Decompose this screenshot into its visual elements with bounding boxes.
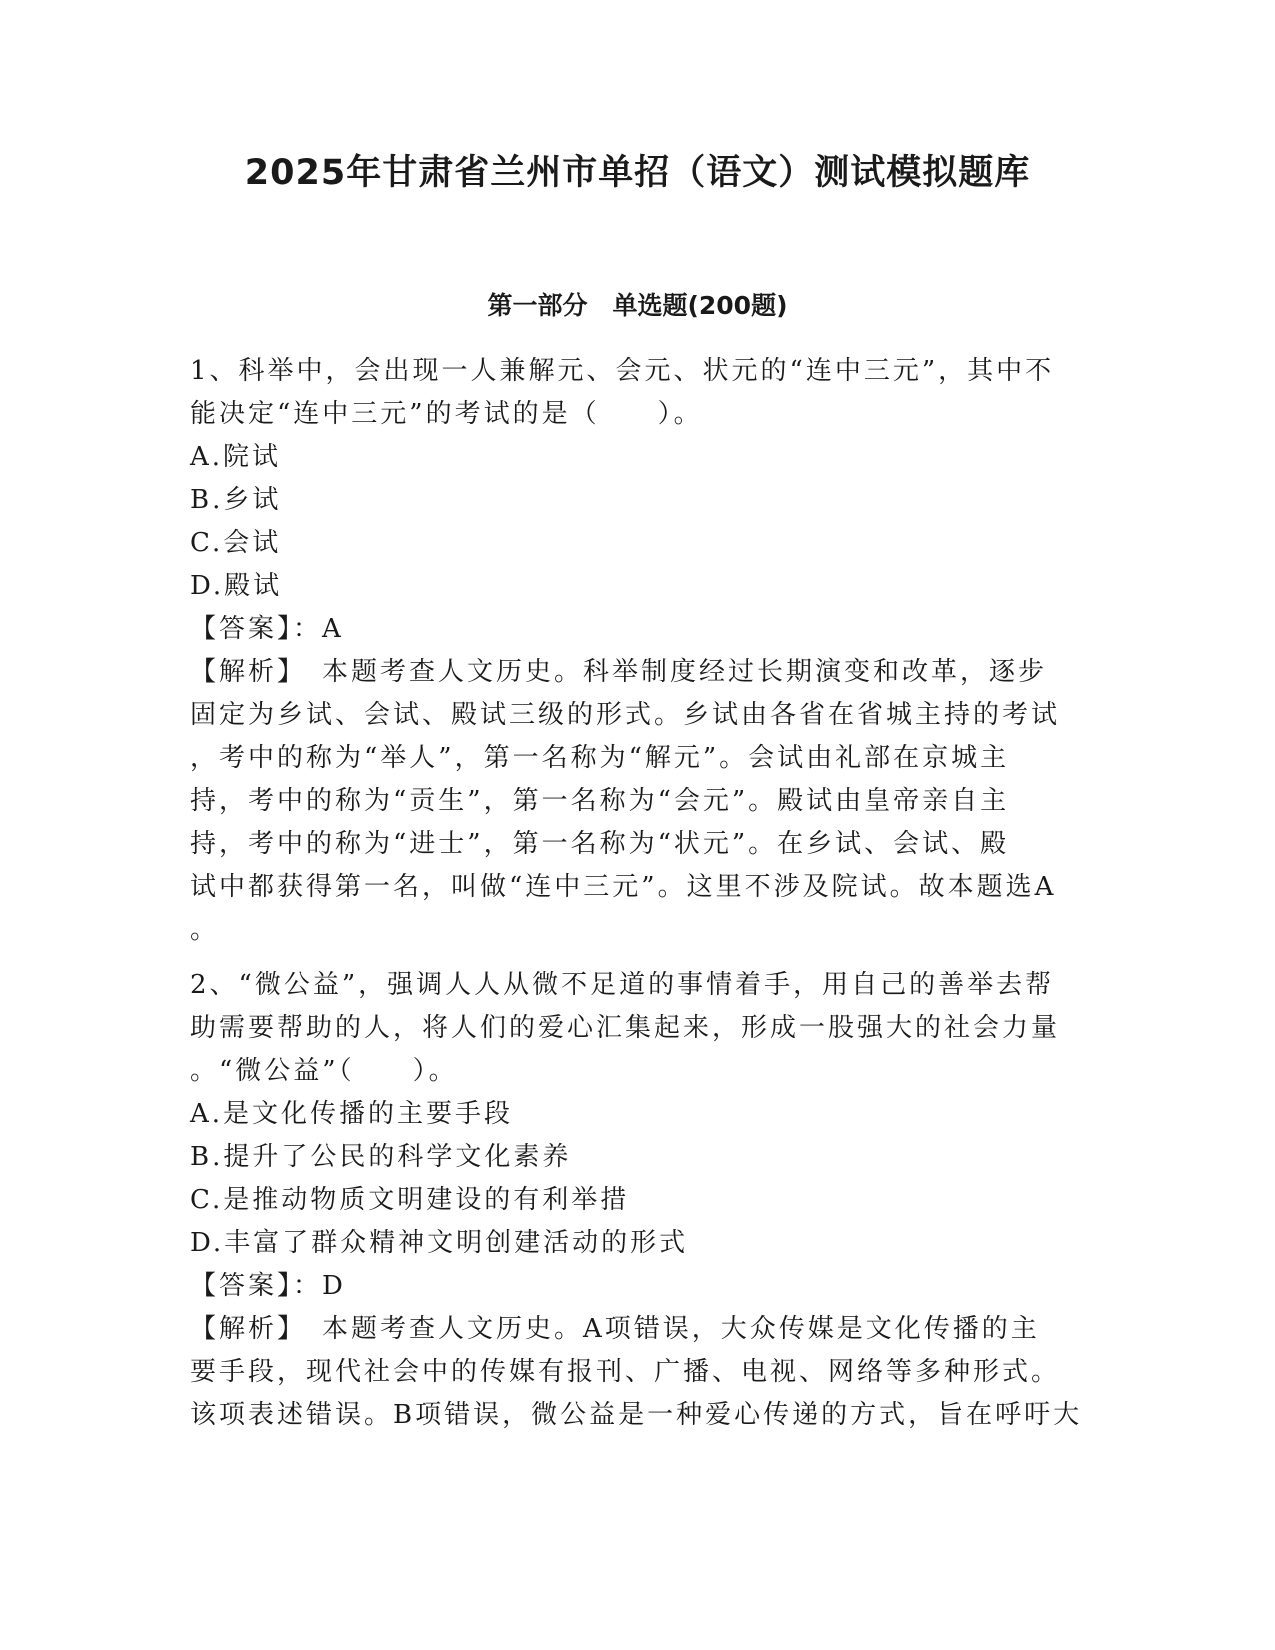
option-b: B.提升了公民的科学文化素养 bbox=[190, 1142, 572, 1172]
analysis-line: 固定为乡试、会试、殿试三级的形式。乡试由各省在省城主持的考试 bbox=[190, 700, 1061, 730]
analysis-line: 【解析】 本题考查人文历史。科举制度经过长期演变和改革，逐步 bbox=[190, 657, 1048, 687]
analysis-line: 持，考中的称为“进士”，第一名称为“状元”。在乡试、会试、殿 bbox=[190, 829, 1010, 859]
analysis-line: 试中都获得第一名，叫做“连中三元”。这里不涉及院试。故本题选A bbox=[190, 872, 1057, 902]
option-d: D.殿试 bbox=[190, 571, 283, 601]
question-stem-line: 助需要帮助的人，将人们的爱心汇集起来，形成一股强大的社会力量 bbox=[190, 1013, 1061, 1043]
analysis-line: 【解析】 本题考查人文历史。A项错误，大众传媒是文化传播的主 bbox=[190, 1314, 1040, 1344]
question-2 bbox=[190, 964, 1095, 1437]
document-title: 2025年甘肃省兰州市单招（语文）测试模拟题库 bbox=[244, 153, 1031, 193]
option-d: D.丰富了群众精神文明创建活动的形式 bbox=[190, 1228, 689, 1258]
question-separator bbox=[190, 952, 1095, 964]
analysis-line: 持，考中的称为“贡生”，第一名称为“会元”。殿试由皇帝亲自主 bbox=[190, 786, 1010, 816]
question-stem-line: 能决定“连中三元”的考试的是（ ）。 bbox=[190, 399, 703, 429]
option-c: C.是推动物质文明建设的有利举措 bbox=[190, 1185, 630, 1215]
question-1 bbox=[190, 350, 1095, 952]
analysis-line: 。 bbox=[190, 915, 220, 945]
question-stem-line: 2、“微公益”，强调人人从微不足道的事情着手，用自己的善举去帮 bbox=[190, 970, 1055, 1000]
option-a: A.是文化传播的主要手段 bbox=[190, 1099, 514, 1129]
analysis-line: ，考中的称为“举人”，第一名称为“解元”。会试由礼部在京城主 bbox=[190, 743, 1010, 773]
question-list bbox=[190, 350, 1095, 1437]
answer-line: 【答案】：A bbox=[190, 614, 344, 644]
option-c: C.会试 bbox=[190, 528, 282, 558]
option-a: A.院试 bbox=[190, 442, 282, 472]
question-stem-line: 。“微公益”（ ）。 bbox=[190, 1056, 458, 1086]
question-stem-line: 1、科举中，会出现一人兼解元、会元、状元的“连中三元”，其中不 bbox=[190, 356, 1055, 386]
analysis-line: 该项表述错误。B项错误，微公益是一种爱心传递的方式，旨在呼吁大 bbox=[190, 1400, 1083, 1430]
answer-line: 【答案】：D bbox=[190, 1271, 346, 1301]
analysis-line: 要手段，现代社会中的传媒有报刊、广播、电视、网络等多种形式。 bbox=[190, 1357, 1061, 1387]
section-heading: 第一部分 单选题(200题) bbox=[487, 291, 788, 320]
option-b: B.乡试 bbox=[190, 485, 282, 515]
